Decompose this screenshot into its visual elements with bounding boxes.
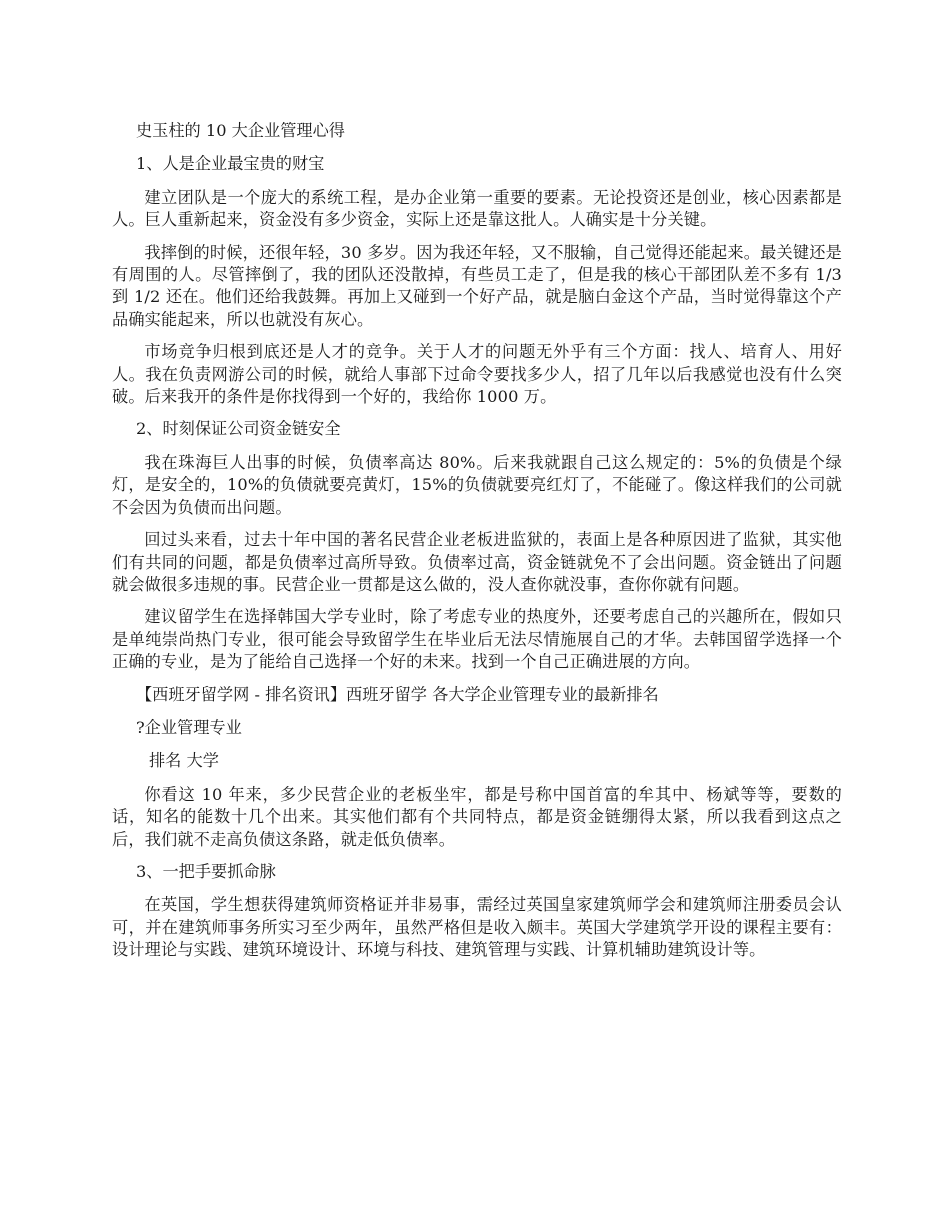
document-page [112,120,842,972]
paragraph: 我摔倒的时候，还很年轻，30 多岁。因为我还年轻，又不服输，自己觉得还能起来。最关键还是有周围的人。尽管摔倒了，我的团队还没散掉，有些员工走了，但是我的核心干部团队差不多有 1/3 到 1/2 还在。他们还给我鼓舞。再加上又碰到一个好产品，就是脑白金这个产品，当时觉得靠这个产品确实能起来，所以也就没有灰心。 [112,242,842,329]
paragraph: 建立团队是一个庞大的系统工程，是办企业第一重要的要素。无论投资还是创业，核心因素都是人。巨人重新起来，资金没有多少资金，实际上还是靠这批人。人确实是十分关键。 [112,187,842,230]
paragraph: 市场竞争归根到底还是人才的竞争。关于人才的问题无外乎有三个方面：找人、培育人、用好人。我在负责网游公司的时候，就给人事部下过命令要找多少人，招了几年以后我感觉也没有什么突破。后来我开的条件是你找得到一个好的，我给你 1000 万。 [112,342,842,407]
paragraph: 我在珠海巨人出事的时候，负债率高达 80%。后来我就跟自己这么规定的：5%的负债是个绿灯，是安全的，10%的负债就要亮黄灯，15%的负债就要亮红灯了，不能碰了。像这样我们的公司就不会因为负债而出问题。 [112,452,842,517]
section-heading: 3、一把手要抓命脉 [136,861,276,881]
paragraph: 你看这 10 年来，多少民营企业的老板坐牢，都是号称中国首富的牟其中、杨斌等等，要数的话，知名的能数十几个出来。其实他们都有个共同特点，都是资金链绷得太紧，所以我看到这点之后，我们就不走高负债这条路，就走低负债率。 [112,784,842,849]
ranking-column-header: 排名 大学 [149,751,219,771]
section-heading: 1、人是企业最宝贵的财宝 [136,154,325,174]
major-heading: ?企业管理专业 [136,717,242,737]
paragraph: 在英国，学生想获得建筑师资格证并非易事，需经过英国皇家建筑师学会和建筑师注册委员会认可，并在建筑师事务所实习至少两年，虽然严格但是收入颇丰。英国大学建筑学开设的课程主要有：设计理论与实践、建筑环境设计、环境与科技、建筑管理与实践、计算机辅助建筑设计等。 [112,895,842,960]
paragraph: 建议留学生在选择韩国大学专业时，除了考虑专业的热度外，还要考虑自己的兴趣所在，假如只是单纯崇尚热门专业，很可能会导致留学生在毕业后无法尽情施展自己的才华。去韩国留学选择一个正确的专业，是为了能给自己选择一个好的未来。找到一个自己正确进展的方向。 [112,607,842,672]
ranking-news-line: 【西班牙留学网 - 排名资讯】西班牙留学 各大学企业管理专业的最新排名 [136,684,659,704]
paragraph: 回过头来看，过去十年中国的著名民营企业老板进监狱的，表面上是各种原因进了监狱，其实他们有共同的问题，都是负债率过高所导致。负债率过高，资金链就免不了会出问题。资金链出了问题就会做很多违规的事。民营企业一贯都是这么做的，没人查你就没事，查你你就有问题。 [112,530,842,594]
document-title: 史玉柱的 10 大企业管理心得 [136,121,345,140]
section-heading: 2、时刻保证公司资金链安全 [136,419,341,439]
